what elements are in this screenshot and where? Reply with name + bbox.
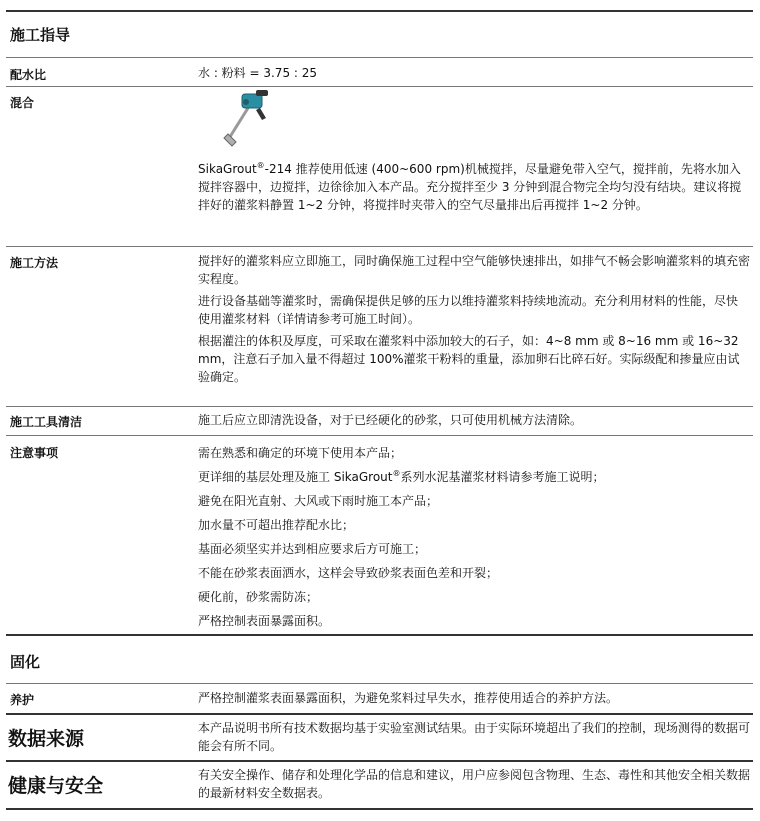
rule	[6, 760, 753, 762]
note-item-tail: 系列水泥基灌浆材料请参考施工说明；	[400, 470, 605, 484]
method-paragraph: 根据灌注的体积及厚度，可采取在灌浆料中添加较大的石子，如：4~8 mm 或 8~16 mm 或 16~32 mm，注意石子加入量不得超过 100%灌浆干粉料的重量，添加卵石比碎石好。实际级配和掺量应由试验确定。	[198, 334, 740, 384]
label-mix-ratio: 配水比	[10, 68, 47, 82]
value-curing: 严格控制灌浆表面暴露面积，为避免浆料过早失水，推荐使用适合的养护方法。	[198, 691, 619, 705]
registered-mark: ®	[256, 161, 265, 170]
value-health-safety: 有关安全操作、储存和处理化学品的信息和建议，用户应参阅包含物理、生态、毒性和其他安全相关数据的最新材料安全数据表。	[198, 768, 751, 800]
mixing-text: -214 推荐使用低速 (400~600 rpm)机械搅拌，尽量避免带入空气，搅拌前，先将水加入搅拌容器中，边搅拌，边徐徐加入本产品。充分搅拌至少 3 分钟到混合物完全均匀没有结块。建议将搅拌好的灌浆料静置 1~2 分钟，将搅拌时夹带入的空气尽量排出后再搅拌 1~2 分钟。	[198, 162, 742, 212]
note-item: 严格控制表面暴露面积。	[198, 614, 331, 628]
brand-name: SikaGrout	[198, 162, 257, 176]
method-paragraph: 搅拌好的灌浆料应立即施工，同时确保施工过程中空气能够快速排出，如排气不畅会影响灌浆料的填充密实程度。	[198, 254, 751, 286]
method-paragraph: 进行设备基础等灌浆时，需确保提供足够的压力以维持灌浆料持续地流动。充分利用材料的性能，尽快 使用灌浆材料（详情请参考可施工时间）。	[198, 294, 739, 326]
rule	[6, 634, 753, 636]
value-notes	[198, 441, 750, 633]
label-mixing: 混合	[10, 96, 35, 110]
note-item: 加水量不可超出推荐配水比；	[198, 518, 355, 532]
rule	[6, 86, 753, 87]
value-method	[198, 252, 750, 390]
section-title-health-safety: 健康与安全	[8, 775, 104, 797]
rule	[6, 683, 753, 684]
label-curing: 养护	[10, 693, 35, 707]
note-item: 不能在砂浆表面洒水，这样会导致砂浆表面色差和开裂；	[198, 566, 499, 580]
value-mixing	[198, 160, 750, 214]
rule	[6, 808, 753, 810]
drill-mixer-icon	[222, 90, 270, 148]
note-item: 需在熟悉和确定的环境下使用本产品；	[198, 446, 403, 460]
section-title-construction: 施工指导	[10, 26, 71, 44]
brand-name: SikaGrout	[333, 470, 393, 484]
value-data-source: 本产品说明书所有技术数据均基于实验室测试结果。由于实际环境超出了我们的控制，现场测得的数据可能会有所不同。	[198, 721, 751, 753]
value-cleaning: 施工后应立即清洗设备，对于已经硬化的砂浆，只可使用机械方法清除。	[198, 413, 583, 427]
rule	[6, 246, 753, 247]
note-item-text: 更详细的基层处理及施工	[198, 470, 334, 484]
section-title-curing: 固化	[10, 653, 41, 671]
note-item: 基面必须坚实并达到相应要求后方可施工；	[198, 542, 427, 556]
rule	[6, 406, 753, 407]
rule	[6, 435, 753, 436]
rule	[6, 10, 753, 12]
note-item: 避免在阳光直射、大风或下雨时施工本产品；	[198, 494, 439, 508]
section-title-data-source: 数据来源	[8, 728, 85, 750]
note-item	[198, 465, 750, 489]
rule	[6, 713, 753, 715]
note-item: 硬化前，砂浆需防冻；	[198, 590, 319, 604]
value-mix-ratio: 水 : 粉料 = 3.75 : 25	[198, 66, 318, 80]
registered-mark: ®	[392, 469, 401, 478]
label-method: 施工方法	[10, 256, 59, 270]
label-notes: 注意事项	[10, 446, 59, 460]
label-cleaning: 施工工具清洁	[10, 415, 83, 429]
rule	[6, 57, 753, 58]
